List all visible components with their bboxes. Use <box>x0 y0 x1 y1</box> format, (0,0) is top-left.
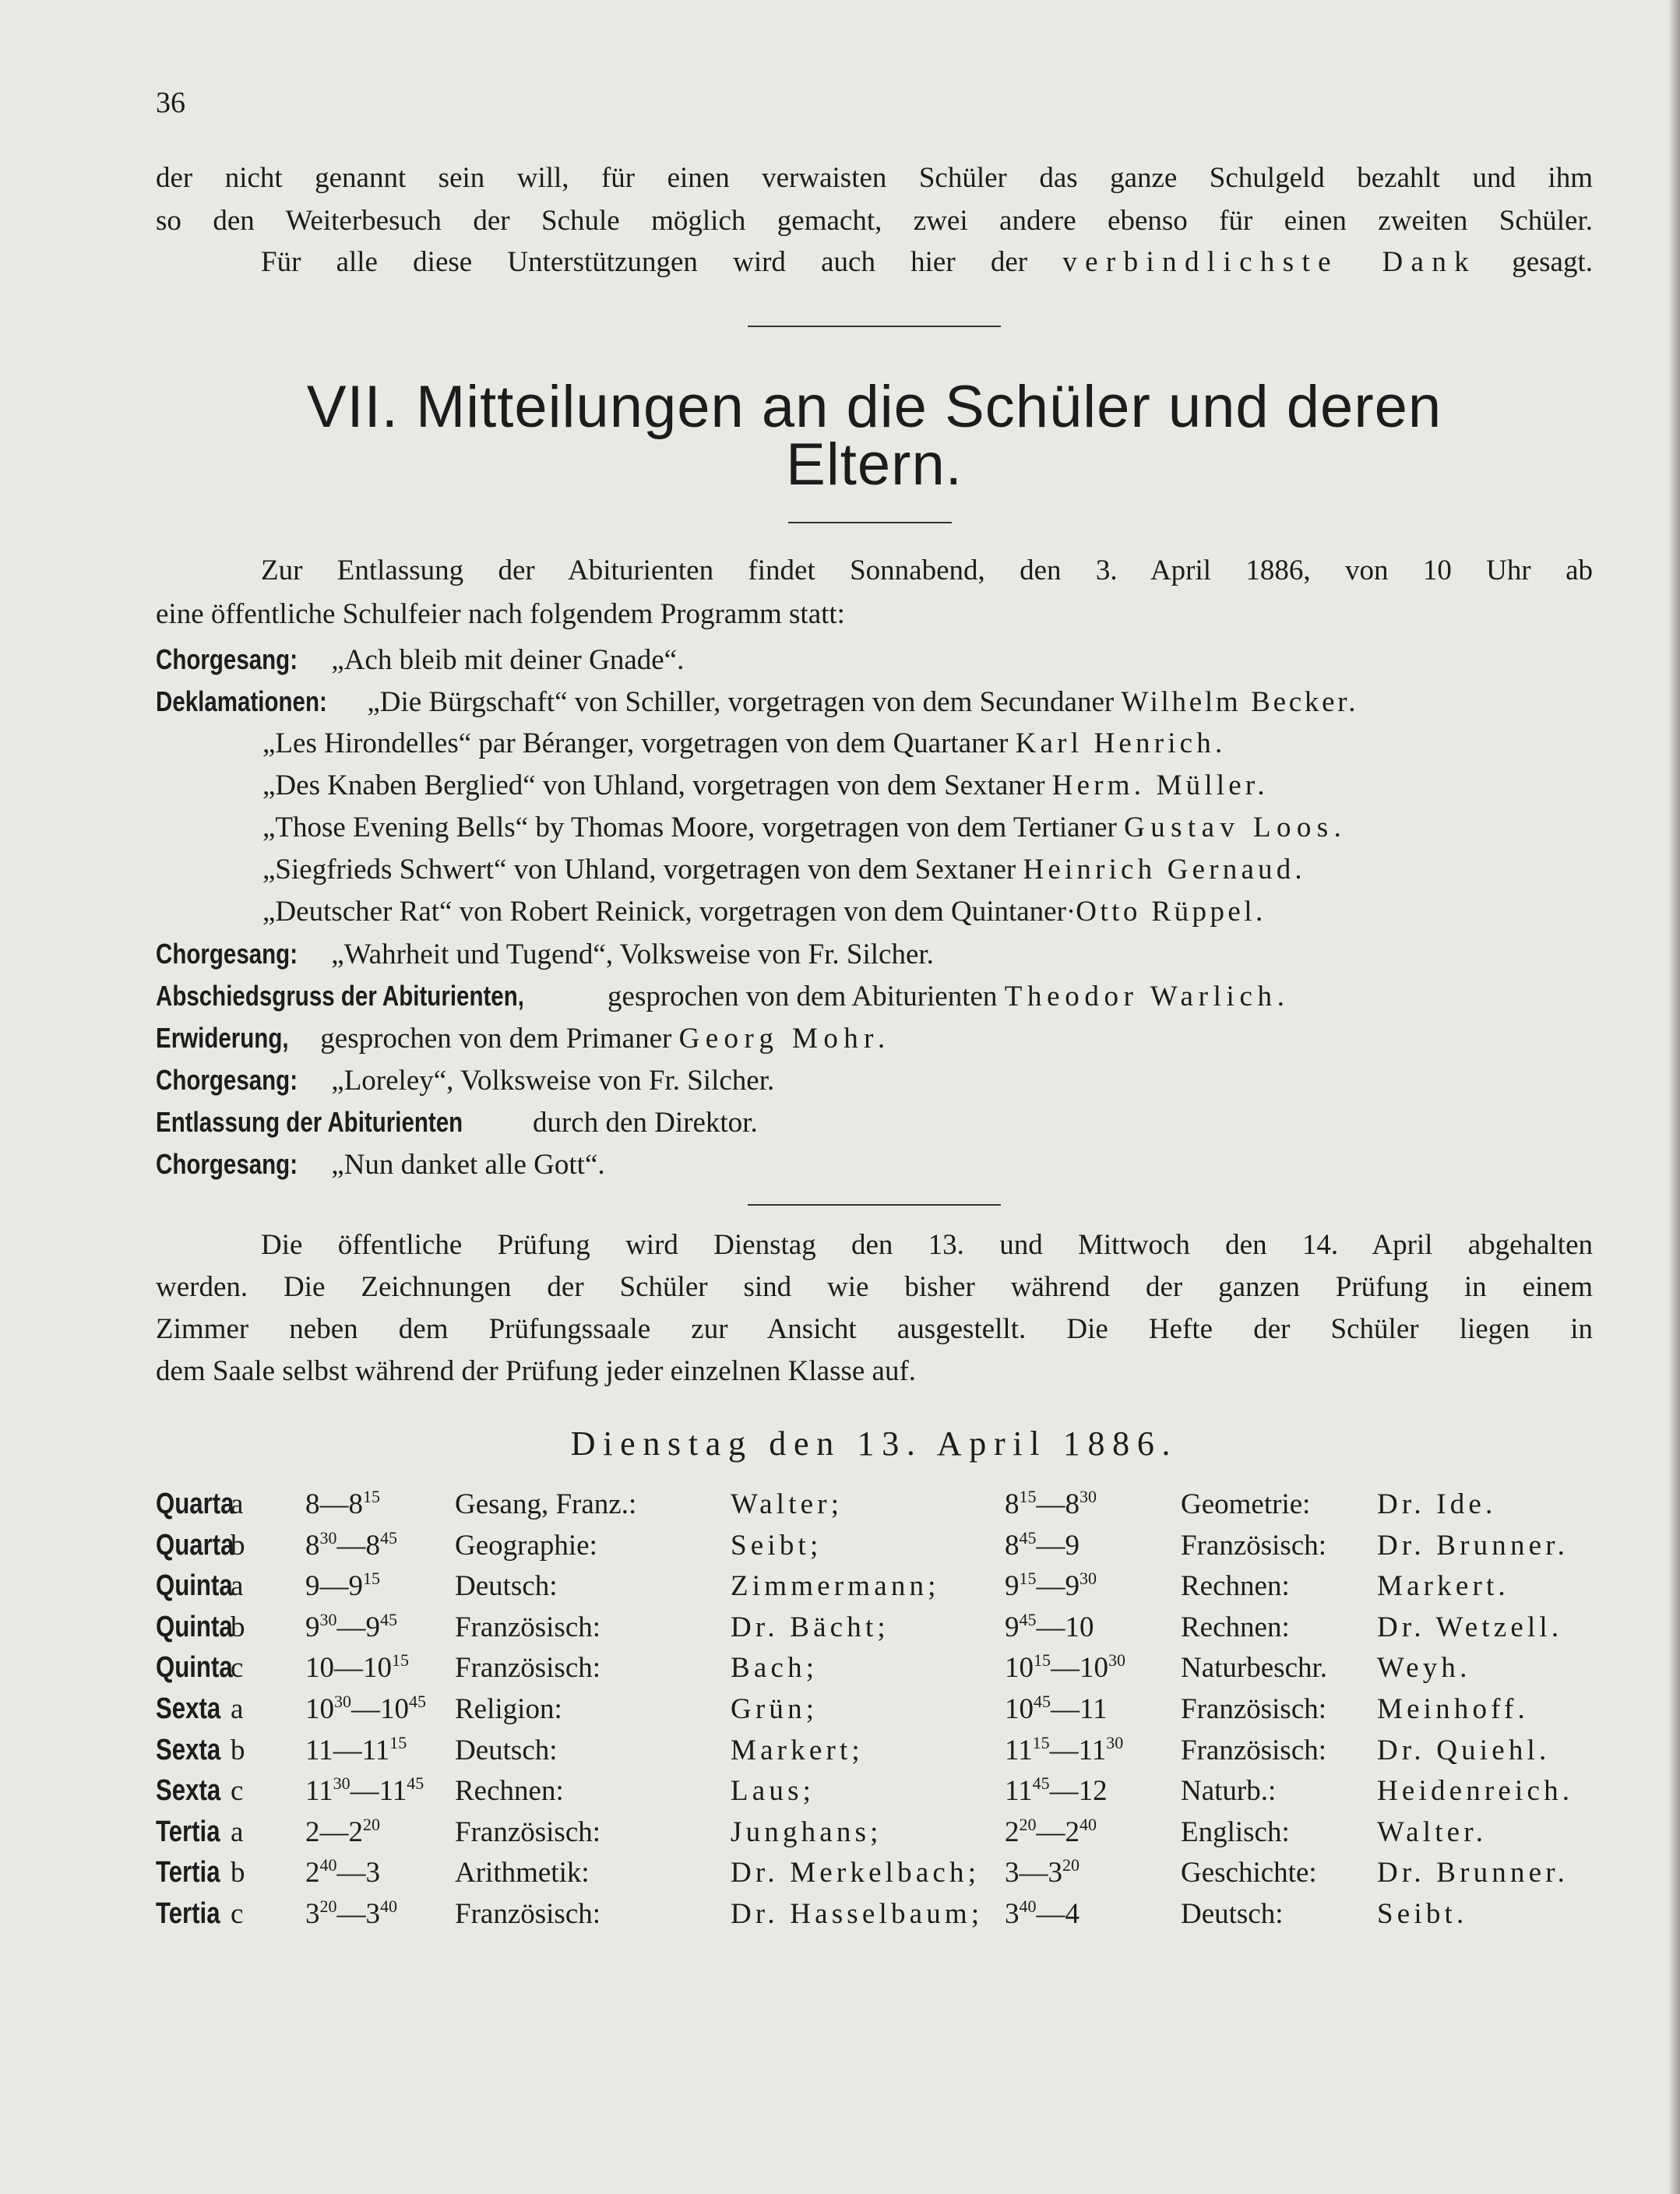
program-item-1 <box>156 639 684 681</box>
program-item-13 <box>156 1143 605 1185</box>
thanks-line <box>156 241 1593 283</box>
subject-1: Französisch: <box>455 1898 601 1930</box>
time-slot-2: $10^{45}—11$ <box>1005 1692 1108 1725</box>
class-section: a <box>231 1815 244 1848</box>
thanks-end: gesagt. <box>1512 246 1594 278</box>
class-section: b <box>231 1734 245 1766</box>
time-slot-2: $11^{45}—12$ <box>1005 1773 1108 1808</box>
time-slot-1: $8^{30}—8^{45}$ <box>305 1527 397 1562</box>
teacher-2: Walter. <box>1377 1815 1488 1848</box>
class-name <box>156 1856 234 1889</box>
program-label: Abschiedsgruss der Abiturienten, <box>156 980 524 1012</box>
time-slot-1: $11—11^{15}$ <box>305 1732 407 1766</box>
teacher-1: Walter; <box>731 1488 844 1520</box>
time-slot-1: $2—2^{20}$ <box>305 1814 380 1848</box>
subject-1: Französisch: <box>455 1815 601 1848</box>
thanks-start: Für alle diese Unterstützungen wird auch hier der <box>261 246 1028 278</box>
schedule-date-heading: Dienstag den 13. April 1886. <box>570 1425 1178 1463</box>
schedule-row <box>156 1569 1612 1608</box>
subject-2: Naturbeschr. <box>1181 1652 1328 1685</box>
schedule-row <box>156 1692 1612 1731</box>
time-slot-1: $10^{30}—10^{45}$ <box>305 1692 426 1725</box>
program-label: Chorgesang: <box>156 938 298 970</box>
program-performer: Otto Rüppel. <box>1076 896 1266 928</box>
class-name <box>156 1734 234 1767</box>
subject-1: Französisch: <box>455 1652 601 1685</box>
program-label: Chorgesang: <box>156 1148 298 1180</box>
entlassung-line-1 <box>156 550 1593 591</box>
class-name <box>156 1774 234 1808</box>
teacher-1: Grün; <box>731 1693 819 1725</box>
program-item-5 <box>262 807 1347 848</box>
time-slot-1: $9^{30}—9^{45}$ <box>305 1609 397 1643</box>
teacher-1: Dr. Bächt; <box>731 1611 889 1643</box>
class-section: a <box>231 1570 244 1603</box>
class-name <box>156 1897 234 1931</box>
program-item-2 <box>156 681 1358 723</box>
subject-1: Deutsch: <box>455 1570 558 1603</box>
time-slot-2: $9^{45}—10$ <box>1005 1609 1094 1643</box>
teacher-2: Dr. Wetzell. <box>1377 1611 1563 1643</box>
teacher-2: Markert. <box>1377 1570 1509 1603</box>
divider-3 <box>748 1204 1001 1206</box>
subject-2: Französisch: <box>1181 1693 1327 1725</box>
time-slot-2: $8^{15}—8^{30}$ <box>1005 1487 1097 1520</box>
class-label: Quinta <box>156 1569 233 1603</box>
subject-2: Geschichte: <box>1181 1857 1317 1889</box>
teacher-2: Heidenreich. <box>1377 1775 1574 1808</box>
teacher-2: Dr. Ide. <box>1377 1488 1497 1520</box>
teacher-1: Dr. Merkelbach; <box>731 1857 981 1889</box>
time-slot-2: $8^{45}—9$ <box>1005 1527 1079 1562</box>
class-label: Tertia <box>156 1897 220 1930</box>
program-text: „Ach bleib mit deiner Gnade“. <box>331 644 685 676</box>
teacher-2: Weyh. <box>1377 1652 1471 1685</box>
time-slot-1: $9—9^{15}$ <box>305 1569 380 1603</box>
teacher-1: Seibt; <box>731 1529 822 1562</box>
teacher-2: Seibt. <box>1377 1898 1468 1930</box>
schedule-row <box>156 1856 1612 1895</box>
program-performer: Karl Henrich. <box>1015 727 1227 759</box>
program-item-3 <box>262 723 1226 764</box>
subject-2: Französisch: <box>1181 1529 1327 1562</box>
program-label: Deklamationen: <box>156 685 327 717</box>
section-heading-line-2: Eltern. <box>786 431 963 498</box>
class-label: Quinta <box>156 1651 233 1685</box>
schedule-row <box>156 1774 1612 1813</box>
program-text: „Siegfrieds Schwert“ von Uhland, vorgetragen von dem Sextaner <box>262 854 1016 886</box>
teacher-1: Laus; <box>731 1775 815 1808</box>
time-slot-1: $11^{30}—11^{45}$ <box>305 1773 424 1808</box>
class-label: Quarta <box>156 1488 234 1520</box>
time-slot-2: $9^{15}—9^{30}$ <box>1005 1569 1097 1603</box>
program-performer: Theodor Warlich. <box>1004 981 1290 1012</box>
program-item-7 <box>262 891 1266 932</box>
program-item-4 <box>262 765 1269 806</box>
divider-1 <box>748 326 1001 327</box>
subject-2: Französisch: <box>1181 1734 1327 1766</box>
program-text: „Loreley“, Volksweise von Fr. Silcher. <box>331 1065 775 1097</box>
program-label: Erwiderung, <box>156 1022 289 1054</box>
subject-2: Geometrie: <box>1181 1488 1311 1520</box>
subject-1: Geographie: <box>455 1529 597 1562</box>
program-label: Chorgesang: <box>156 643 298 675</box>
page-edge-shadow <box>1669 0 1680 2194</box>
class-label: Tertia <box>156 1856 220 1889</box>
program-performer: Georg Mohr. <box>678 1023 891 1055</box>
subject-2: Naturb.: <box>1181 1775 1277 1808</box>
program-label: Chorgesang: <box>156 1064 298 1096</box>
time-slot-2: $11^{15}—11^{30}$ <box>1005 1732 1124 1766</box>
subject-1: Gesang, Franz.: <box>455 1488 637 1520</box>
entlassung-line-2: eine öffentliche Schulfeier nach folgendem Programm statt: <box>156 598 845 630</box>
class-label: Sexta <box>156 1692 221 1725</box>
class-section: c <box>231 1652 244 1685</box>
intro-line-2: so den Weiterbesuch der Schule möglich gemacht, zwei andere ebenso für einen zweiten Schüler. <box>156 205 1593 237</box>
subject-1: Religion: <box>455 1693 562 1725</box>
page-number: 36 <box>156 86 185 119</box>
entlassung-text-1: Zur Entlassung der Abiturienten findet Sonnabend, den 3. April 1886, von 10 Uhr ab <box>261 555 1593 586</box>
teacher-2: Meinhoff. <box>1377 1693 1529 1725</box>
pruefung-line-1 <box>156 1224 1593 1266</box>
pruefung-line-4: dem Saale selbst während der Prüfung jeder einzelnen Klasse auf. <box>156 1355 917 1387</box>
subject-2: Rechnen: <box>1181 1570 1290 1603</box>
class-section: b <box>231 1611 245 1643</box>
teacher-2: Dr. Brunner. <box>1377 1857 1569 1889</box>
time-slot-2: $3—3^{20}$ <box>1005 1855 1079 1889</box>
program-text: gesprochen von dem Abiturienten <box>608 981 998 1012</box>
divider-2 <box>788 522 952 523</box>
time-slot-2: $3^{40}—4$ <box>1005 1896 1079 1930</box>
class-label: Quarta <box>156 1528 234 1562</box>
class-section: b <box>231 1529 245 1562</box>
subject-1: Französisch: <box>455 1611 601 1643</box>
subject-2: Englisch: <box>1181 1815 1290 1848</box>
program-performer: Herm. Müller. <box>1051 769 1269 801</box>
subject-1: Rechnen: <box>455 1775 564 1808</box>
class-section: a <box>231 1693 244 1725</box>
class-section: b <box>231 1857 245 1889</box>
time-slot-1: $10—10^{15}$ <box>305 1650 409 1685</box>
schedule-row <box>156 1529 1612 1568</box>
subject-1: Deutsch: <box>455 1734 558 1766</box>
teacher-1: Zimmermann; <box>731 1570 940 1603</box>
schedule-row <box>156 1734 1612 1773</box>
program-text: durch den Direktor. <box>532 1107 758 1139</box>
program-label: Entlassung der Abiturienten <box>156 1106 463 1138</box>
program-performer: Wilhelm Becker. <box>1121 686 1359 718</box>
pruefung-line-2: werden. Die Zeichnungen der Schüler sind wie bisher während der ganzen Prüfung in einem <box>156 1271 1593 1303</box>
class-label: Tertia <box>156 1815 220 1848</box>
program-item-8 <box>156 933 934 975</box>
class-section: c <box>231 1775 244 1808</box>
schedule-row <box>156 1815 1612 1854</box>
teacher-1: Bach; <box>731 1652 819 1685</box>
class-section: a <box>231 1488 244 1520</box>
class-section: c <box>231 1898 244 1930</box>
subject-1: Arithmetik: <box>455 1857 590 1889</box>
teacher-1: Markert; <box>731 1734 864 1766</box>
program-performer: Gustav Loos. <box>1124 812 1347 843</box>
class-name <box>156 1692 234 1726</box>
time-slot-1: $2^{40}—3$ <box>305 1855 380 1889</box>
program-text: „Wahrheit und Tugend“, Volksweise von Fr. Silcher. <box>331 939 934 970</box>
program-text: „Die Bürgschaft“ von Schiller, vorgetragen von dem Secundaner <box>367 686 1115 718</box>
program-text: „Des Knaben Berglied“ von Uhland, vorgetragen von dem Sextaner <box>262 769 1045 801</box>
program-item-6 <box>262 849 1306 890</box>
program-text: „Those Evening Bells“ by Thomas Moore, vorgetragen von dem Tertianer <box>262 812 1117 843</box>
time-slot-1: $8—8^{15}$ <box>305 1487 380 1520</box>
schedule-row <box>156 1611 1612 1650</box>
intro-line-1: der nicht genannt sein will, für einen verwaisten Schüler das ganze Schulgeld bezahlt und ihm <box>156 162 1593 194</box>
program-performer: Heinrich Gernaud. <box>1023 854 1306 886</box>
section-heading-line-1: VII. Mitteilungen an die Schüler und deren <box>306 374 1442 440</box>
schedule-row <box>156 1488 1612 1527</box>
program-text: gesprochen von dem Primaner <box>320 1023 672 1055</box>
class-label: Sexta <box>156 1733 221 1766</box>
program-item-12 <box>156 1101 758 1143</box>
time-slot-2: $2^{20}—2^{40}$ <box>1005 1814 1097 1848</box>
teacher-1: Dr. Hasselbaum; <box>731 1898 984 1930</box>
schedule-row <box>156 1651 1612 1690</box>
subject-2: Rechnen: <box>1181 1611 1290 1643</box>
program-text: „Deutscher Rat“ von Robert Reinick, vorgetragen von dem Quintaner· <box>262 896 1076 928</box>
program-text: „Les Hirondelles“ par Béranger, vorgetragen von dem Quartaner <box>262 727 1009 759</box>
teacher-2: Dr. Quiehl. <box>1377 1734 1551 1766</box>
program-item-11 <box>156 1059 774 1101</box>
time-slot-2: $10^{15}—10^{30}$ <box>1005 1650 1125 1685</box>
thanks-spaced: verbindlichste Dank <box>1062 246 1477 278</box>
program-text: „Nun danket alle Gott“. <box>331 1149 605 1181</box>
program-item-10 <box>156 1017 890 1059</box>
teacher-2: Dr. Brunner. <box>1377 1529 1569 1562</box>
time-slot-1: $3^{20}—3^{40}$ <box>305 1896 397 1930</box>
pruefung-text-1: Die öffentliche Prüfung wird Dienstag den 13. und Mittwoch den 14. April abgehalten <box>261 1229 1593 1261</box>
schedule-row <box>156 1897 1612 1936</box>
teacher-1: Junghans; <box>731 1815 882 1848</box>
class-name <box>156 1815 234 1849</box>
class-label: Sexta <box>156 1774 221 1808</box>
subject-2: Deutsch: <box>1181 1898 1284 1930</box>
pruefung-line-3: Zimmer neben dem Prüfungssaale zur Ansicht ausgestellt. Die Hefte der Schüler liegen in <box>156 1313 1593 1345</box>
class-label: Quinta <box>156 1610 233 1643</box>
program-item-9 <box>156 975 1290 1017</box>
